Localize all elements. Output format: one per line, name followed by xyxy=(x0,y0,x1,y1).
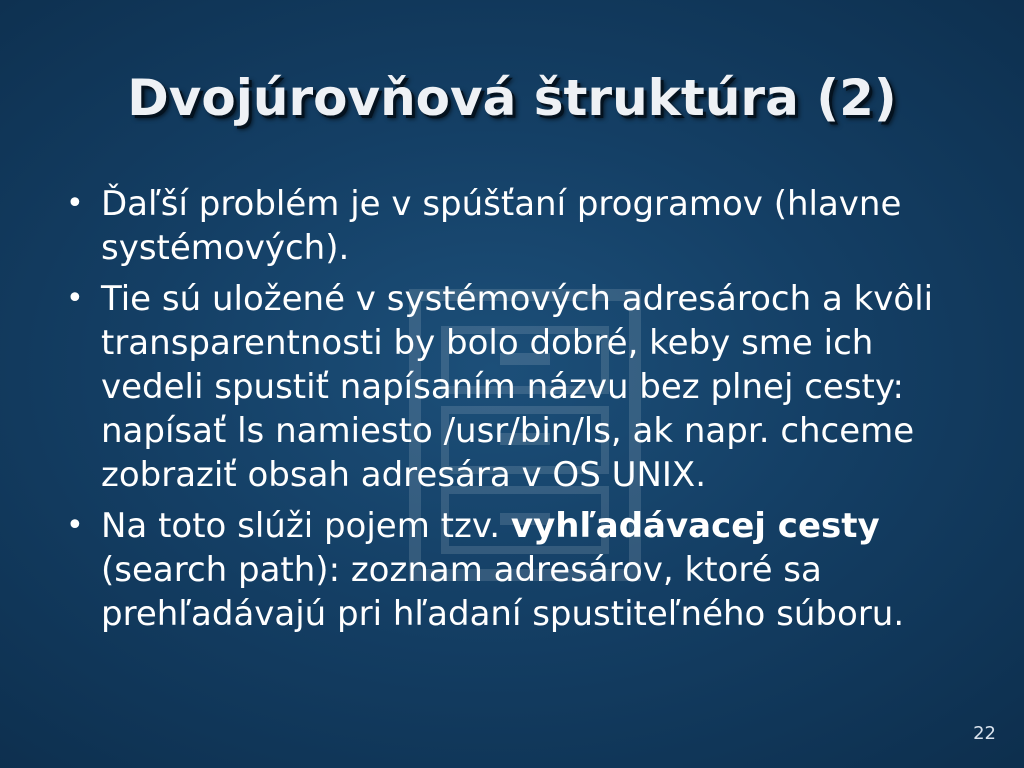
slide-title: Dvojúrovňová štruktúra (2) xyxy=(127,69,897,127)
bullet-bold-term: vyhľadávacej cesty xyxy=(510,506,880,546)
bullet-list xyxy=(60,182,980,643)
bullet-dot-icon: • xyxy=(66,281,84,316)
bullet-text: Ďaľší problém je v spúšťaní programov (hlavne systémových). xyxy=(101,184,902,268)
bullet-text-after: (search path): zoznam adresárov, ktoré sa prehľadávajú pri hľadaní spustiteľného súboru. xyxy=(101,550,905,634)
bullet-dot-icon: • xyxy=(66,186,84,221)
bullet-item xyxy=(60,182,980,270)
bullet-item xyxy=(60,277,980,497)
bullet-item xyxy=(60,504,980,636)
bullet-dot-icon: • xyxy=(66,508,84,543)
bullet-text: Tie sú uložené v systémových adresároch a kvôli transparentnosti by bolo dobré, keby sme ich vedeli spustiť napísaním názvu bez plnej cesty: napísať ls namiesto /usr/bin/ls, ak napr. chceme zobraziť obsah adresára v OS UNIX. xyxy=(101,279,934,495)
bullet-text-before: Na toto slúži pojem tzv. xyxy=(101,506,511,546)
page-number: 22 xyxy=(973,723,996,744)
